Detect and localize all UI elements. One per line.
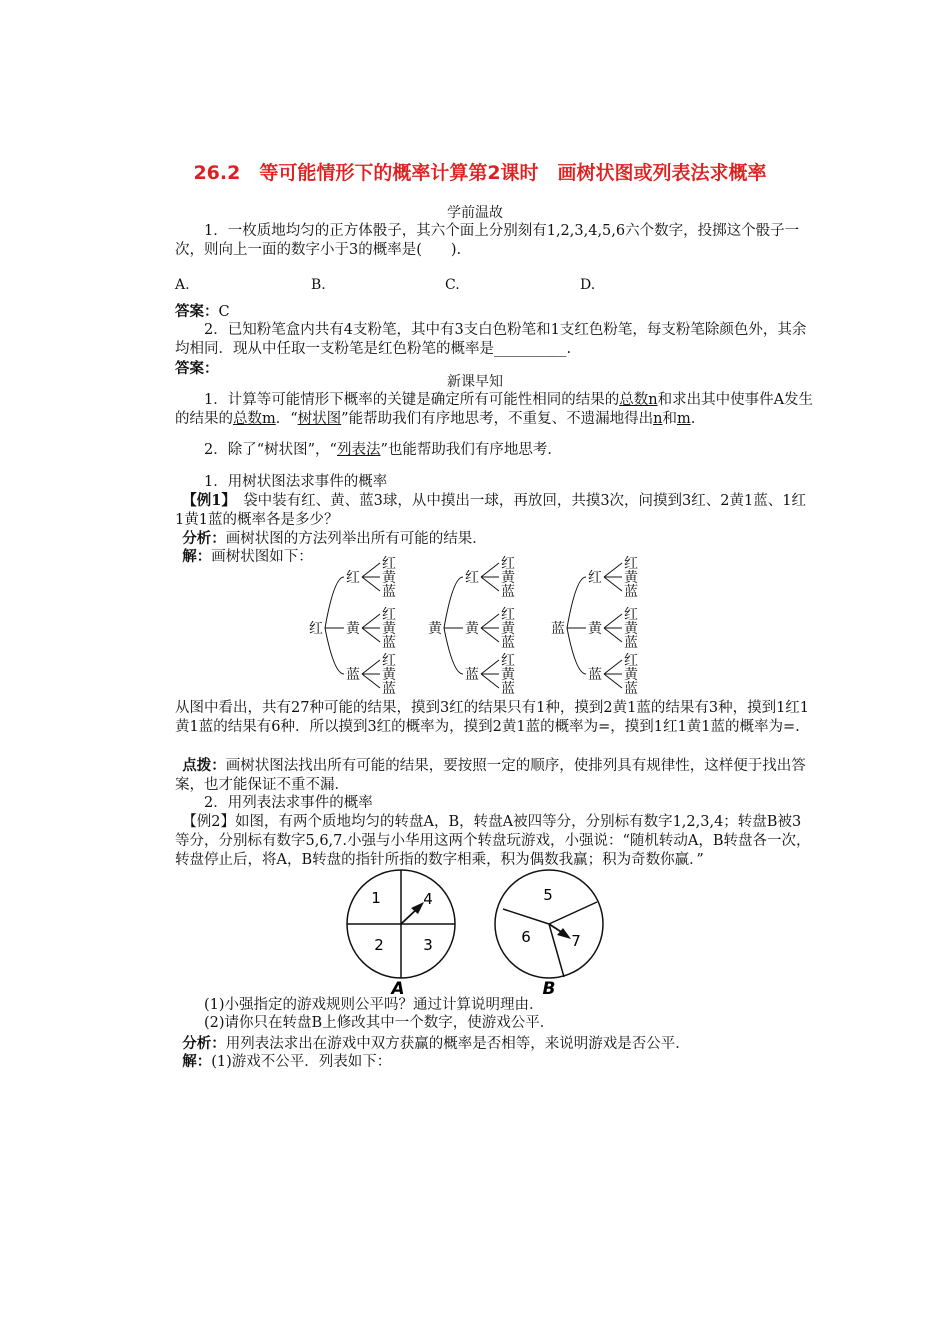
solution-text: 画树状图如下：: [211, 549, 313, 565]
tree-leaf-node: 黄: [624, 570, 638, 586]
analysis-label: 分析：: [182, 1035, 226, 1052]
spinner-b-number: 6: [521, 928, 531, 946]
tree-branch: [362, 577, 380, 591]
tree-leaf-node: 蓝: [501, 681, 515, 696]
tree-level-node: 蓝: [588, 667, 602, 683]
tree-leaf-node: 黄: [382, 667, 396, 683]
knowledge-1-text: 和求出其中使事件A发生的结果的: [175, 392, 814, 427]
tree-branch: [604, 563, 622, 577]
spinner-b: [495, 870, 603, 999]
tree-diagram: [0, 556, 950, 696]
tree-leaf-node: 蓝: [382, 635, 396, 651]
knowledge-1-text: 1．计算等可能情形下概率的关键是确定所有可能性相同的结果的: [204, 392, 620, 408]
solution-text: (1)游戏不公平．列表如下：: [211, 1054, 392, 1070]
solution-label: 解：: [182, 548, 212, 565]
knowledge-1-blank-tree: 树状图: [297, 411, 342, 427]
example-1-text: 袋中装有红、黄、蓝3球，从中摸出一球，再放回，共摸3次，问摸到3红、2黄1蓝、1红1黄1蓝的概率各是多少？: [175, 493, 806, 528]
tree-branch: [362, 628, 380, 642]
knowledge-1-blank-m: 总数m: [233, 411, 276, 427]
tree-branch: [604, 577, 622, 591]
tree-leaf-node: 黄: [501, 621, 515, 637]
example-1-result: 从图中看出，共有27种可能的结果，摸到3红的结果只有1种，摸到2黄1蓝的结果有3种，摸到1红1黄1蓝的结果有6种．所以摸到3红的概率为，摸到2黄1蓝的概率为=，摸到1红1黄1蓝的概率为=.: [175, 700, 810, 735]
solution-label: 解：: [182, 1053, 212, 1070]
example-2-analysis: [175, 1034, 815, 1054]
tree-branch: [481, 628, 499, 642]
knowledge-1-text: 和: [662, 411, 677, 427]
tree-root-node: 红: [309, 621, 323, 637]
tree-branch: [481, 577, 499, 591]
example-1-tip: [175, 756, 815, 795]
tree-branch: [325, 577, 344, 628]
tree-level-node: 黄: [588, 621, 602, 637]
tree-branch: [604, 674, 622, 688]
tree-leaf-node: 红: [624, 607, 638, 623]
question-2: 2．已知粉笔盒内共有4支粉笔，其中有3支白色粉笔和1支红色粉笔，每支粉笔除颜色外，其余均相同．现从中任取一支粉笔是红色粉笔的概率是__________.: [175, 322, 807, 357]
tree-branch: [362, 660, 380, 674]
section-heading-new-lesson: 新课早知: [447, 374, 503, 390]
spinner-b-number: 7: [571, 932, 581, 950]
knowledge-1-blank-m2: m: [676, 411, 691, 427]
tree-leaf-node: 红: [501, 653, 515, 669]
tree-leaf-node: 红: [382, 556, 396, 572]
choice-b: B.: [311, 277, 326, 293]
tree-leaf-node: 红: [382, 607, 396, 623]
tree-level-node: 红: [346, 570, 360, 586]
subheading-tree-method: 1．用树状图法求事件的概率: [204, 474, 388, 490]
knowledge-1: [175, 391, 815, 429]
choice-c: C.: [445, 277, 460, 293]
tree-branch: [604, 614, 622, 628]
tree-branch: [325, 628, 344, 674]
tree-root-node: 蓝: [551, 621, 565, 637]
tree-branch: [604, 628, 622, 642]
tree-leaf-node: 红: [624, 556, 638, 572]
spinner-a: [347, 870, 455, 999]
knowledge-1-blank-n: 总数n: [619, 392, 658, 408]
knowledge-2-text: 2．除了“树状图”，“: [204, 442, 337, 458]
tree-leaf-node: 红: [624, 653, 638, 669]
knowledge-1-blank-n2: n: [653, 411, 663, 427]
tree-leaf-node: 蓝: [501, 584, 515, 600]
example-1: [175, 491, 815, 530]
analysis-label: 分析：: [182, 530, 226, 547]
tree-level-node: 黄: [465, 621, 479, 637]
choice-a: A.: [175, 277, 190, 293]
tree-leaf-node: 蓝: [382, 681, 396, 696]
tree-level-node: 蓝: [346, 667, 360, 683]
tree-branch: [481, 563, 499, 577]
tree-leaf-node: 黄: [501, 570, 515, 586]
tree-level-node: 红: [588, 570, 602, 586]
tip-text: 画树状图法找出所有可能的结果，要按照一定的顺序，使排列具有规律性，这样便于找出答案，也才能保证不重不漏．: [175, 758, 806, 793]
tree-leaf-node: 蓝: [501, 635, 515, 651]
tree-leaf-node: 黄: [382, 570, 396, 586]
tree-branch: [481, 614, 499, 628]
example-2-text: 如图，有两个质地均匀的转盘A，B，转盘A被四等分，分别标有数字1,2,3,4；转盘B被3等分，分别标有数字5,6,7.小强与小华用这两个转盘玩游戏，小强说：“随机转动A，B转盘各一次，转盘停止后，将A，B转盘的指针所指的数字相乘，积为偶数我赢；积为奇数你赢．”: [175, 814, 811, 868]
tree-leaf-node: 红: [382, 653, 396, 669]
tree-branch: [481, 660, 499, 674]
section-heading-review: 学前温故: [447, 205, 503, 221]
knowledge-2: [175, 441, 815, 460]
knowledge-1-text: ．“: [275, 411, 298, 427]
example-2-question-1: (1)小强指定的游戏规则公平吗？通过计算说明理由．: [204, 997, 544, 1013]
tree-level-node: 红: [465, 570, 479, 586]
tree-leaf-node: 蓝: [624, 681, 638, 696]
tree-level-node: 蓝: [465, 667, 479, 683]
spinner-a-number: 2: [374, 936, 384, 954]
tree-level-node: 黄: [346, 621, 360, 637]
tree-leaf-node: 红: [501, 607, 515, 623]
example-1-label: 【例1】: [182, 492, 229, 509]
tree-branch: [444, 577, 463, 628]
spinners-figure: [0, 864, 950, 999]
tree-branch: [362, 674, 380, 688]
subheading-table-method: 2．用列表法求事件的概率: [204, 795, 373, 811]
knowledge-2-blank: 列表法: [336, 442, 381, 458]
answer-1: [175, 302, 815, 322]
tree-leaf-node: 蓝: [624, 584, 638, 600]
answer-2: 答案：: [175, 360, 219, 377]
tree-leaf-node: 黄: [501, 667, 515, 683]
spinner-b-label: B: [542, 979, 556, 999]
knowledge-1-text: .: [690, 411, 696, 427]
tree-branch: [567, 577, 586, 628]
tree-branch: [444, 628, 463, 674]
tree-branch: [604, 660, 622, 674]
tree-leaf-node: 红: [501, 556, 515, 572]
spinner-a-label: A: [391, 979, 405, 999]
page-title: 26.2 等可能情形下的概率计算第2课时 画树状图或列表法求概率: [193, 162, 767, 184]
question-1: 1．一枚质地均匀的正方体骰子，其六个面上分别刻有1,2,3,4,5,6六个数字，投掷这个骰子一次，则向上一面的数字小于3的概率是( ).: [175, 223, 800, 258]
tree-branch: [481, 674, 499, 688]
example-1-analysis: [175, 529, 815, 549]
example-2-label: 【例2】: [182, 814, 235, 830]
spinner-a-number: 3: [423, 936, 433, 954]
tree-root-node: 黄: [428, 621, 442, 637]
knowledge-1-text: ”能帮助我们有序地思考，不重复、不遗漏地得出: [341, 411, 654, 427]
analysis-text: 用列表法求出在游戏中双方获赢的概率是否相等，来说明游戏是否公平．: [225, 1036, 690, 1052]
tree-leaf-node: 黄: [382, 621, 396, 637]
tree-branch: [362, 563, 380, 577]
tree-branch: [362, 614, 380, 628]
answer-label: 答案：: [175, 303, 219, 320]
analysis-text: 画树状图的方法列举出所有可能的结果．: [225, 531, 487, 547]
example-2-question-2: (2)请你只在转盘B上修改其中一个数字，使游戏公平．: [204, 1015, 555, 1031]
choice-d: D.: [580, 277, 596, 293]
spinner-b-number: 5: [543, 886, 553, 904]
tree-leaf-node: 黄: [624, 667, 638, 683]
tree-leaf-node: 蓝: [624, 635, 638, 651]
tree-leaf-node: 蓝: [382, 584, 396, 600]
example-2: [175, 813, 815, 870]
example-2-solution: [175, 1052, 815, 1072]
knowledge-2-text: ”也能帮助我们有序地思考．: [380, 442, 562, 458]
tree-branch: [567, 628, 586, 674]
tree-leaf-node: 黄: [624, 621, 638, 637]
spinner-a-number: 1: [371, 889, 381, 907]
answer-value: C: [218, 304, 230, 320]
tip-label: 点拨：: [182, 757, 226, 774]
spinner-a-number: 4: [423, 890, 433, 908]
